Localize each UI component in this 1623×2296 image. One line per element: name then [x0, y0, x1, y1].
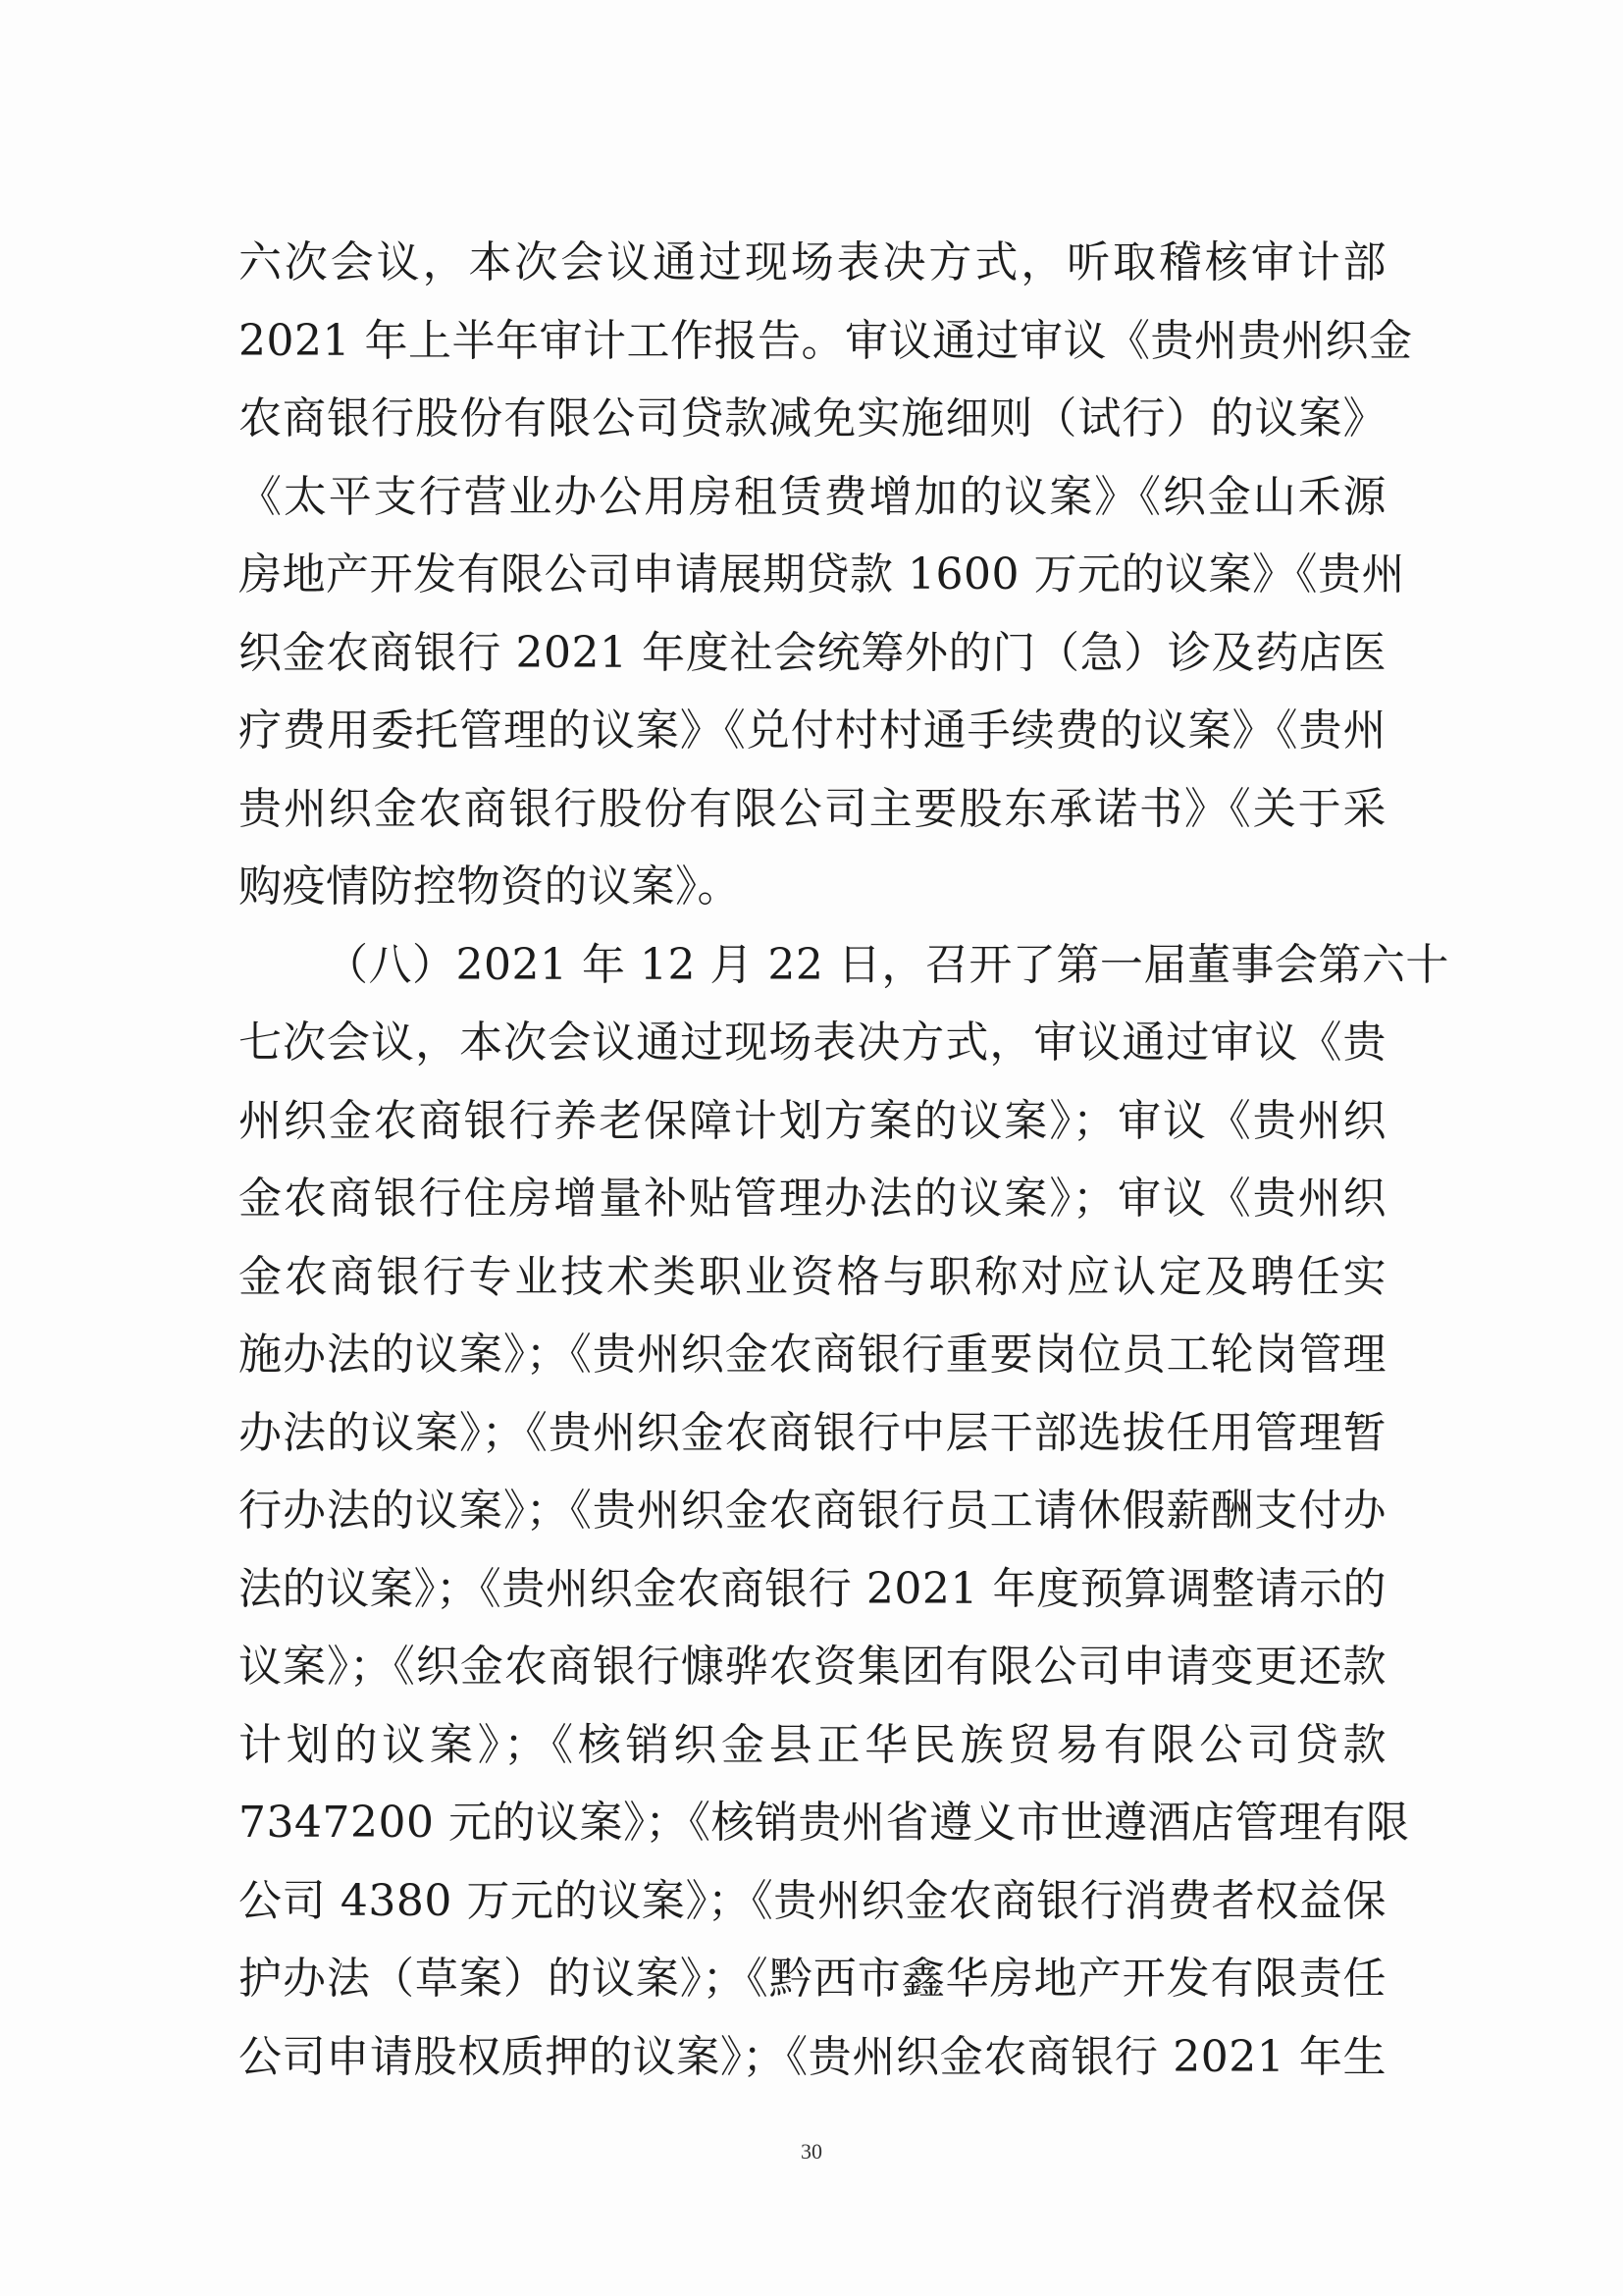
text-line: 贵州织金农商银行股份有限公司主要股东承诺书》《关于采 [238, 783, 1387, 834]
text-line: 六次会议，本次会议通过现场表决方式，听取稽核审计部 [238, 237, 1387, 287]
page-number: 30 [801, 2139, 822, 2164]
text-line: 州织金农商银行养老保障计划方案的议案》；审议《贵州织 [238, 1095, 1387, 1146]
text-line: 计划的议案》；《核销织金县正华民族贸易有限公司贷款 [238, 1719, 1387, 1770]
text-line: 办法的议案》；《贵州织金农商银行中层干部选拔任用管理暂 [238, 1407, 1387, 1458]
text-line: 农商银行股份有限公司贷款减免实施细则（试行）的议案》 [238, 393, 1387, 444]
text-line: 2021 年上半年审计工作报告。审议通过审议《贵州贵州织金 [238, 315, 1413, 366]
text-line: 《太平支行营业办公用房租赁费增加的议案》《织金山禾源 [238, 471, 1387, 522]
text-line: 七次会议，本次会议通过现场表决方式，审议通过审议《贵 [238, 1018, 1387, 1068]
text-line: 行办法的议案》；《贵州织金农商银行员工请休假薪酬支付办 [238, 1486, 1387, 1536]
paragraph-end-line: 购疫情防控物资的议案》。 [238, 861, 741, 912]
text-line: 公司申请股权质押的议案》；《贵州织金农商银行 2021 年生 [238, 2031, 1387, 2082]
text-line: 议案》；《织金农商银行慷骅农资集团有限公司申请变更还款 [238, 1642, 1387, 1692]
text-line: 7347200 元的议案》；《核销贵州省遵义市世遵酒店管理有限 [238, 1798, 1410, 1848]
body-text [238, 224, 1449, 2096]
text-line: 施办法的议案》；《贵州织金农商银行重要岗位员工轮岗管理 [238, 1330, 1387, 1380]
text-line: 疗费用委托管理的议案》《兑付村村通手续费的议案》《贵州 [238, 705, 1387, 756]
text-line: 房地产开发有限公司申请展期贷款 1600 万元的议案》《贵州 [238, 549, 1405, 600]
text-line: 法的议案》；《贵州织金农商银行 2021 年度预算调整请示的 [238, 1563, 1387, 1614]
text-line: 金农商银行专业技术类职业资格与职称对应认定及聘任实 [238, 1251, 1387, 1302]
text-line: 护办法（草案）的议案》；《黔西市鑫华房地产开发有限责任 [238, 1954, 1387, 2004]
paragraph-start-line: （八）2021 年 12 月 22 日，召开了第一届董事会第六十 [325, 939, 1449, 990]
text-line: 金农商银行住房增量补贴管理办法的议案》；审议《贵州织 [238, 1174, 1387, 1224]
text-line: 织金农商银行 2021 年度社会统筹外的门（急）诊及药店医 [238, 627, 1387, 678]
text-line: 公司 4380 万元的议案》；《贵州织金农商银行消费者权益保 [238, 1875, 1387, 1926]
